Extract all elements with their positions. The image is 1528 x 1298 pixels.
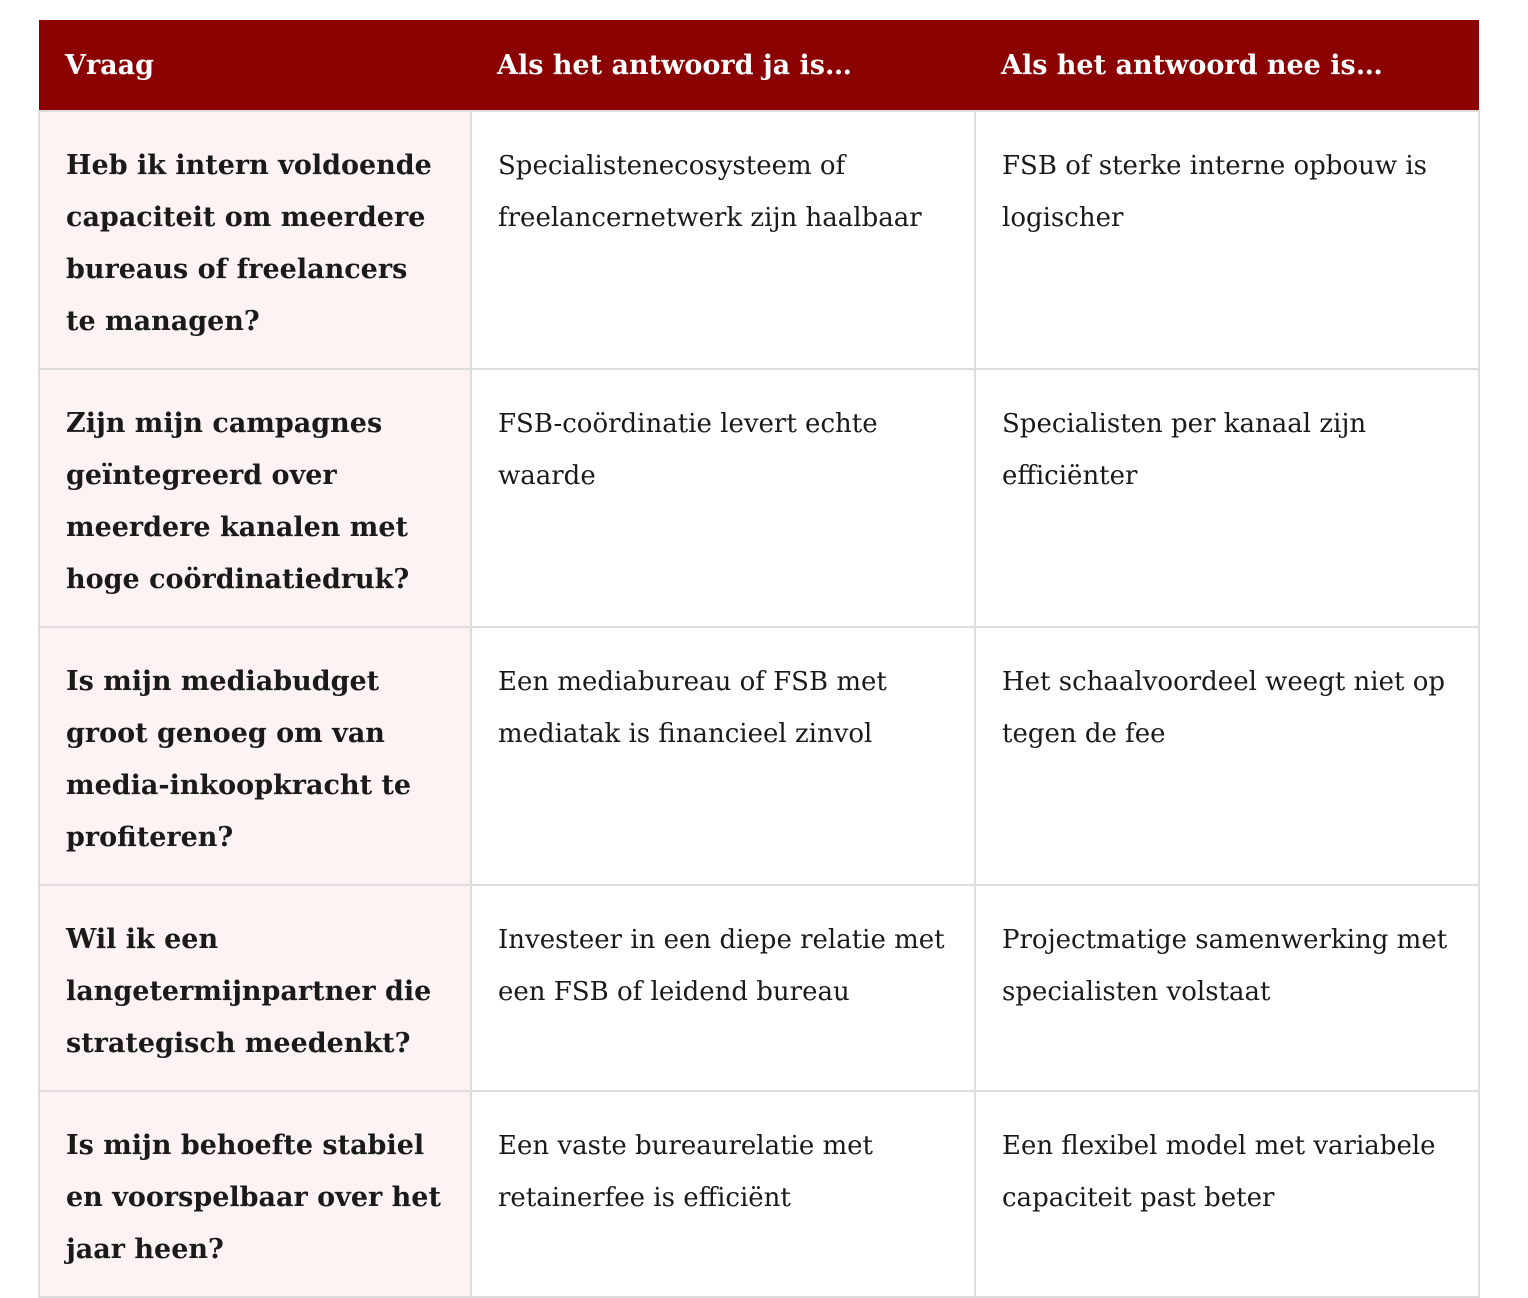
yes-cell: Specialistenecosysteem of freelancernetwerk zijn haalbaar xyxy=(471,111,975,369)
table-header xyxy=(39,20,1479,111)
table-row xyxy=(39,1091,1479,1297)
no-cell: FSB of sterke interne opbouw is logischer xyxy=(975,111,1479,369)
table-row xyxy=(39,885,1479,1091)
decision-table xyxy=(38,20,1480,1298)
no-cell: Specialisten per kanaal zijn efficiënter xyxy=(975,369,1479,627)
question-cell: Wil ik een langetermijnpartner die strategisch meedenkt? xyxy=(39,885,471,1091)
header-no: Als het antwoord nee is… xyxy=(975,20,1479,111)
question-cell: Is mijn mediabudget groot genoeg om van media-inkoopkracht te profiteren? xyxy=(39,627,471,885)
no-cell: Projectmatige samenwerking met specialisten volstaat xyxy=(975,885,1479,1091)
yes-cell: FSB-coördinatie levert echte waarde xyxy=(471,369,975,627)
question-cell: Heb ik intern voldoende capaciteit om meerdere bureaus of freelancers te managen? xyxy=(39,111,471,369)
table-body xyxy=(39,111,1479,1297)
table-row xyxy=(39,111,1479,369)
header-question: Vraag xyxy=(39,20,471,111)
no-cell: Een flexibel model met variabele capaciteit past beter xyxy=(975,1091,1479,1297)
yes-cell: Investeer in een diepe relatie met een FSB of leidend bureau xyxy=(471,885,975,1091)
no-cell: Het schaalvoordeel weegt niet op tegen de fee xyxy=(975,627,1479,885)
header-row xyxy=(39,20,1479,111)
yes-cell: Een mediabureau of FSB met mediatak is financieel zinvol xyxy=(471,627,975,885)
table-row xyxy=(39,369,1479,627)
question-cell: Is mijn behoefte stabiel en voorspelbaar over het jaar heen? xyxy=(39,1091,471,1297)
question-cell: Zijn mijn campagnes geïntegreerd over meerdere kanalen met hoge coördinatiedruk? xyxy=(39,369,471,627)
table-row xyxy=(39,627,1479,885)
header-yes: Als het antwoord ja is… xyxy=(471,20,975,111)
yes-cell: Een vaste bureaurelatie met retainerfee is efficiënt xyxy=(471,1091,975,1297)
